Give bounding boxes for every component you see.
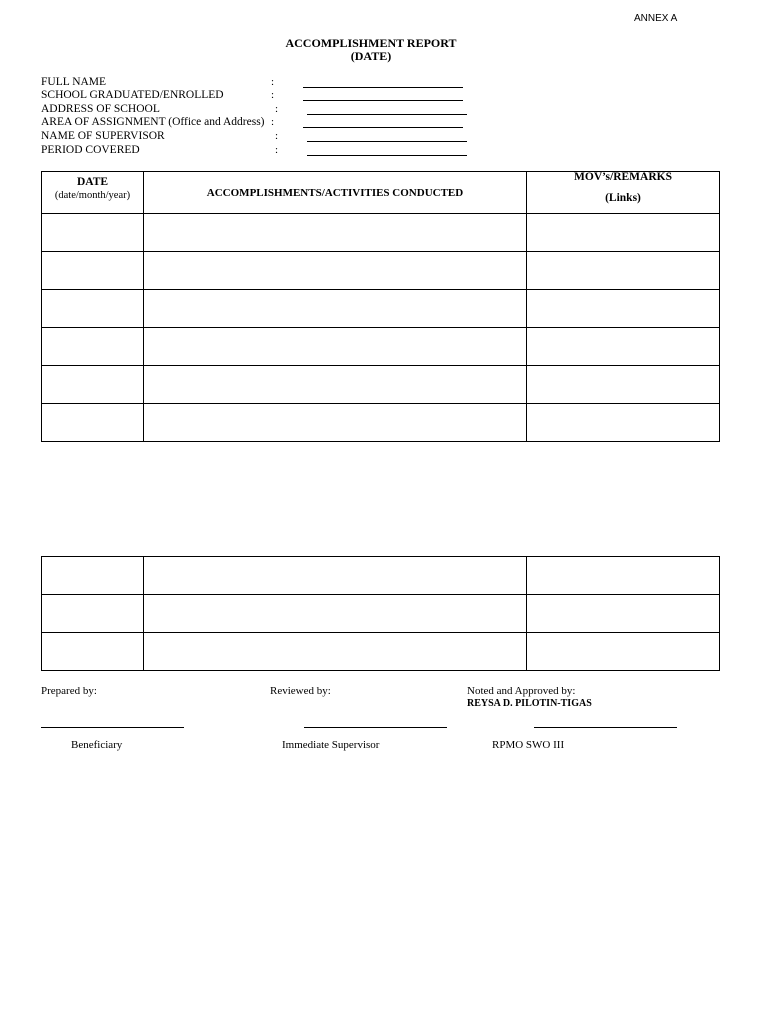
field-colon: : xyxy=(275,144,279,156)
table-row xyxy=(42,214,720,252)
full-name-line[interactable] xyxy=(303,87,463,88)
school-graduated-label: SCHOOL GRADUATED/ENROLLED xyxy=(41,89,224,101)
remarks-cell[interactable] xyxy=(527,214,720,252)
accomplishment-cell[interactable] xyxy=(144,366,527,404)
accomplishments-column-header: ACCOMPLISHMENTS/ACTIVITIES CONDUCTED xyxy=(144,172,527,214)
date-cell[interactable] xyxy=(42,366,144,404)
field-colon: : xyxy=(271,76,275,88)
table-row xyxy=(42,328,720,366)
table-row xyxy=(42,557,720,595)
accomplishment-cell[interactable] xyxy=(144,595,527,633)
school-graduated-line[interactable] xyxy=(303,100,463,101)
prepared-by-label: Prepared by: xyxy=(41,685,97,697)
accomplishment-cell[interactable] xyxy=(144,214,527,252)
remarks-cell[interactable] xyxy=(527,328,720,366)
table-row xyxy=(42,633,720,671)
accomplishment-cell[interactable] xyxy=(144,252,527,290)
table-row xyxy=(42,252,720,290)
table-row xyxy=(42,404,720,442)
area-of-assignment-line[interactable] xyxy=(303,127,463,128)
reviewed-by-label: Reviewed by: xyxy=(270,685,331,697)
date-cell[interactable] xyxy=(42,595,144,633)
name-of-supervisor-label: NAME OF SUPERVISOR xyxy=(41,130,165,142)
full-name-label: FULL NAME xyxy=(41,76,107,88)
rpmo-signature-line[interactable] xyxy=(534,727,677,728)
date-cell[interactable] xyxy=(42,404,144,442)
immediate-supervisor-label: Immediate Supervisor xyxy=(282,739,380,751)
mov-header-label: MOV’s/REMARKS xyxy=(574,171,672,183)
field-colon: : xyxy=(275,103,279,115)
date-cell[interactable] xyxy=(42,214,144,252)
date-cell[interactable] xyxy=(42,633,144,671)
accomplishment-cell[interactable] xyxy=(144,404,527,442)
date-cell[interactable] xyxy=(42,252,144,290)
annex-label: ANNEX A xyxy=(634,13,678,24)
noted-by-label: Noted and Approved by: xyxy=(467,685,576,697)
address-of-school-line[interactable] xyxy=(307,114,467,115)
date-header-label: DATE xyxy=(76,176,109,188)
links-header-label: (Links) xyxy=(605,192,641,204)
table-row xyxy=(42,366,720,404)
report-date-placeholder: (DATE) xyxy=(350,49,392,63)
field-colon: : xyxy=(271,89,275,101)
area-of-assignment-label: AREA OF ASSIGNMENT (Office and Address) xyxy=(41,116,265,128)
beneficiary-signature-line[interactable] xyxy=(41,727,184,728)
remarks-cell[interactable] xyxy=(527,290,720,328)
remarks-cell[interactable] xyxy=(527,404,720,442)
remarks-cell[interactable] xyxy=(527,595,720,633)
accomplishment-cell[interactable] xyxy=(144,633,527,671)
address-of-school-label: ADDRESS OF SCHOOL xyxy=(41,103,160,115)
period-covered-label: PERIOD COVERED xyxy=(41,144,140,156)
accomplishment-cell[interactable] xyxy=(144,328,527,366)
accomplishment-cell[interactable] xyxy=(144,557,527,595)
date-cell[interactable] xyxy=(42,557,144,595)
date-column-header xyxy=(42,172,144,214)
field-colon: : xyxy=(275,130,279,142)
date-cell[interactable] xyxy=(42,328,144,366)
table-header-row xyxy=(42,172,720,214)
accomplishment-table-continued xyxy=(41,556,720,671)
mov-column-header xyxy=(527,172,720,214)
table-row xyxy=(42,595,720,633)
remarks-cell[interactable] xyxy=(527,633,720,671)
accomplishment-table xyxy=(41,171,720,442)
name-of-supervisor-line[interactable] xyxy=(307,141,467,142)
beneficiary-label: Beneficiary xyxy=(71,739,123,751)
remarks-cell[interactable] xyxy=(527,557,720,595)
remarks-cell[interactable] xyxy=(527,366,720,404)
accomplishment-cell[interactable] xyxy=(144,290,527,328)
supervisor-signature-line[interactable] xyxy=(304,727,447,728)
report-title: ACCOMPLISHMENT REPORT xyxy=(285,36,457,50)
rpmo-label: RPMO SWO III xyxy=(492,739,565,751)
approver-name: REYSA D. PILOTIN-TIGAS xyxy=(467,698,592,709)
period-covered-line[interactable] xyxy=(307,155,467,156)
table-row xyxy=(42,290,720,328)
date-format-label: (date/month/year) xyxy=(54,190,131,201)
remarks-cell[interactable] xyxy=(527,252,720,290)
date-cell[interactable] xyxy=(42,290,144,328)
field-colon: : xyxy=(271,116,275,128)
